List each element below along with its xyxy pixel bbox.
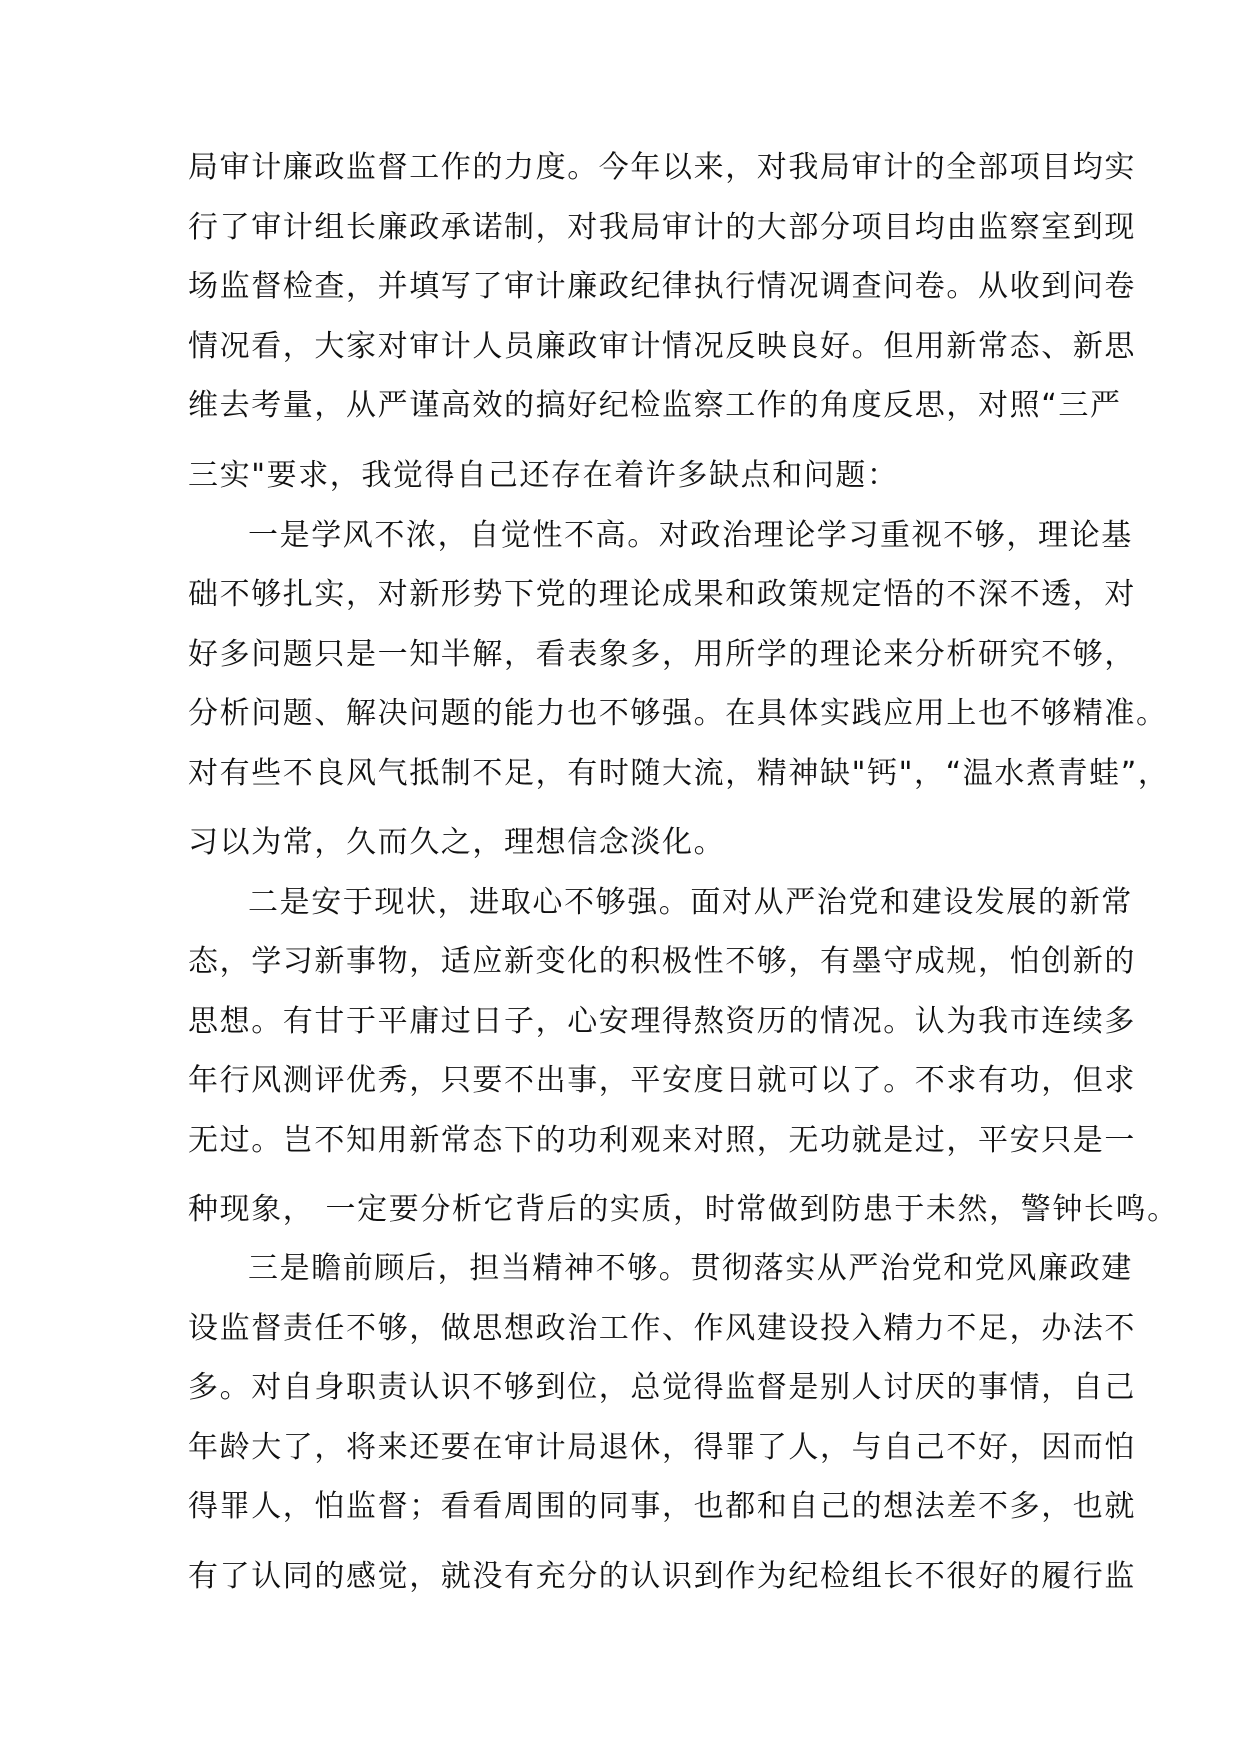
text-line: 行了审计组长廉政承诺制，对我局审计的大部分项目均由监察室到现 bbox=[188, 210, 1136, 245]
text-line: 无过。岂不知用新常态下的功利观来对照，无功就是过，平安只是一 bbox=[188, 1123, 1136, 1158]
paragraph-first-line: 二是安于现状，进取心不够强。面对从严治党和建设发展的新常 bbox=[248, 885, 1133, 920]
text-line: 维去考量，从严谨高效的搞好纪检监察工作的角度反思，对照“三严 bbox=[188, 388, 1122, 423]
text-line: 态，学习新事物，适应新变化的积极性不够，有墨守成规，怕创新的 bbox=[188, 944, 1136, 979]
text-line: 情况看，大家对审计人员廉政审计情况反映良好。但用新常态、新思 bbox=[188, 329, 1136, 364]
text-line: 础不够扎实，对新形势下党的理论成果和政策规定悟的不深不透，对 bbox=[188, 577, 1136, 612]
text-line: 分析问题、解决问题的能力也不够强。在具体实践应用上也不够精准。 bbox=[188, 696, 1168, 731]
text-line: 局审计廉政监督工作的力度。今年以来，对我局审计的全部项目均实 bbox=[188, 150, 1136, 185]
text-line: 习以为常，久而久之，理想信念淡化。 bbox=[188, 825, 726, 860]
text-line: 得罪人，怕监督；看看周围的同事，也都和自己的想法差不多，也就 bbox=[188, 1489, 1136, 1524]
text-line: 年龄大了，将来还要在审计局退休，得罪了人，与自己不好，因而怕 bbox=[188, 1430, 1136, 1465]
text-line: 种现象， 一定要分析它背后的实质，时常做到防患于未然，警钟长鸣。 bbox=[188, 1192, 1179, 1227]
paragraph-first-line: 三是瞻前顾后，担当精神不够。贯彻落实从严治党和党风廉政建 bbox=[248, 1251, 1133, 1286]
text-line: 三实"要求，我觉得自己还存在着许多缺点和问题： bbox=[188, 458, 899, 493]
text-line: 思想。有甘于平庸过日子，心安理得熬资历的情况。认为我市连续多 bbox=[188, 1004, 1136, 1039]
text-line: 设监督责任不够，做思想政治工作、作风建设投入精力不足，办法不 bbox=[188, 1311, 1136, 1346]
text-line: 对有些不良风气抵制不足，有时随大流，精神缺"钙"，“温水煮青蛙”， bbox=[188, 756, 1170, 791]
text-line: 场监督检查，并填写了审计廉政纪律执行情况调查问卷。从收到问卷 bbox=[188, 269, 1136, 304]
text-line: 年行风测评优秀，只要不出事，平安度日就可以了。不求有功，但求 bbox=[188, 1063, 1136, 1098]
text-line: 多。对自身职责认识不够到位，总觉得监督是别人讨厌的事情，自己 bbox=[188, 1370, 1136, 1405]
paragraph-first-line: 一是学风不浓，自觉性不高。对政治理论学习重视不够，理论基 bbox=[248, 518, 1133, 553]
text-line: 有了认同的感觉，就没有充分的认识到作为纪检组长不很好的履行监 bbox=[188, 1559, 1136, 1594]
text-line: 好多问题只是一知半解，看表象多，用所学的理论来分析研究不够， bbox=[188, 637, 1136, 672]
